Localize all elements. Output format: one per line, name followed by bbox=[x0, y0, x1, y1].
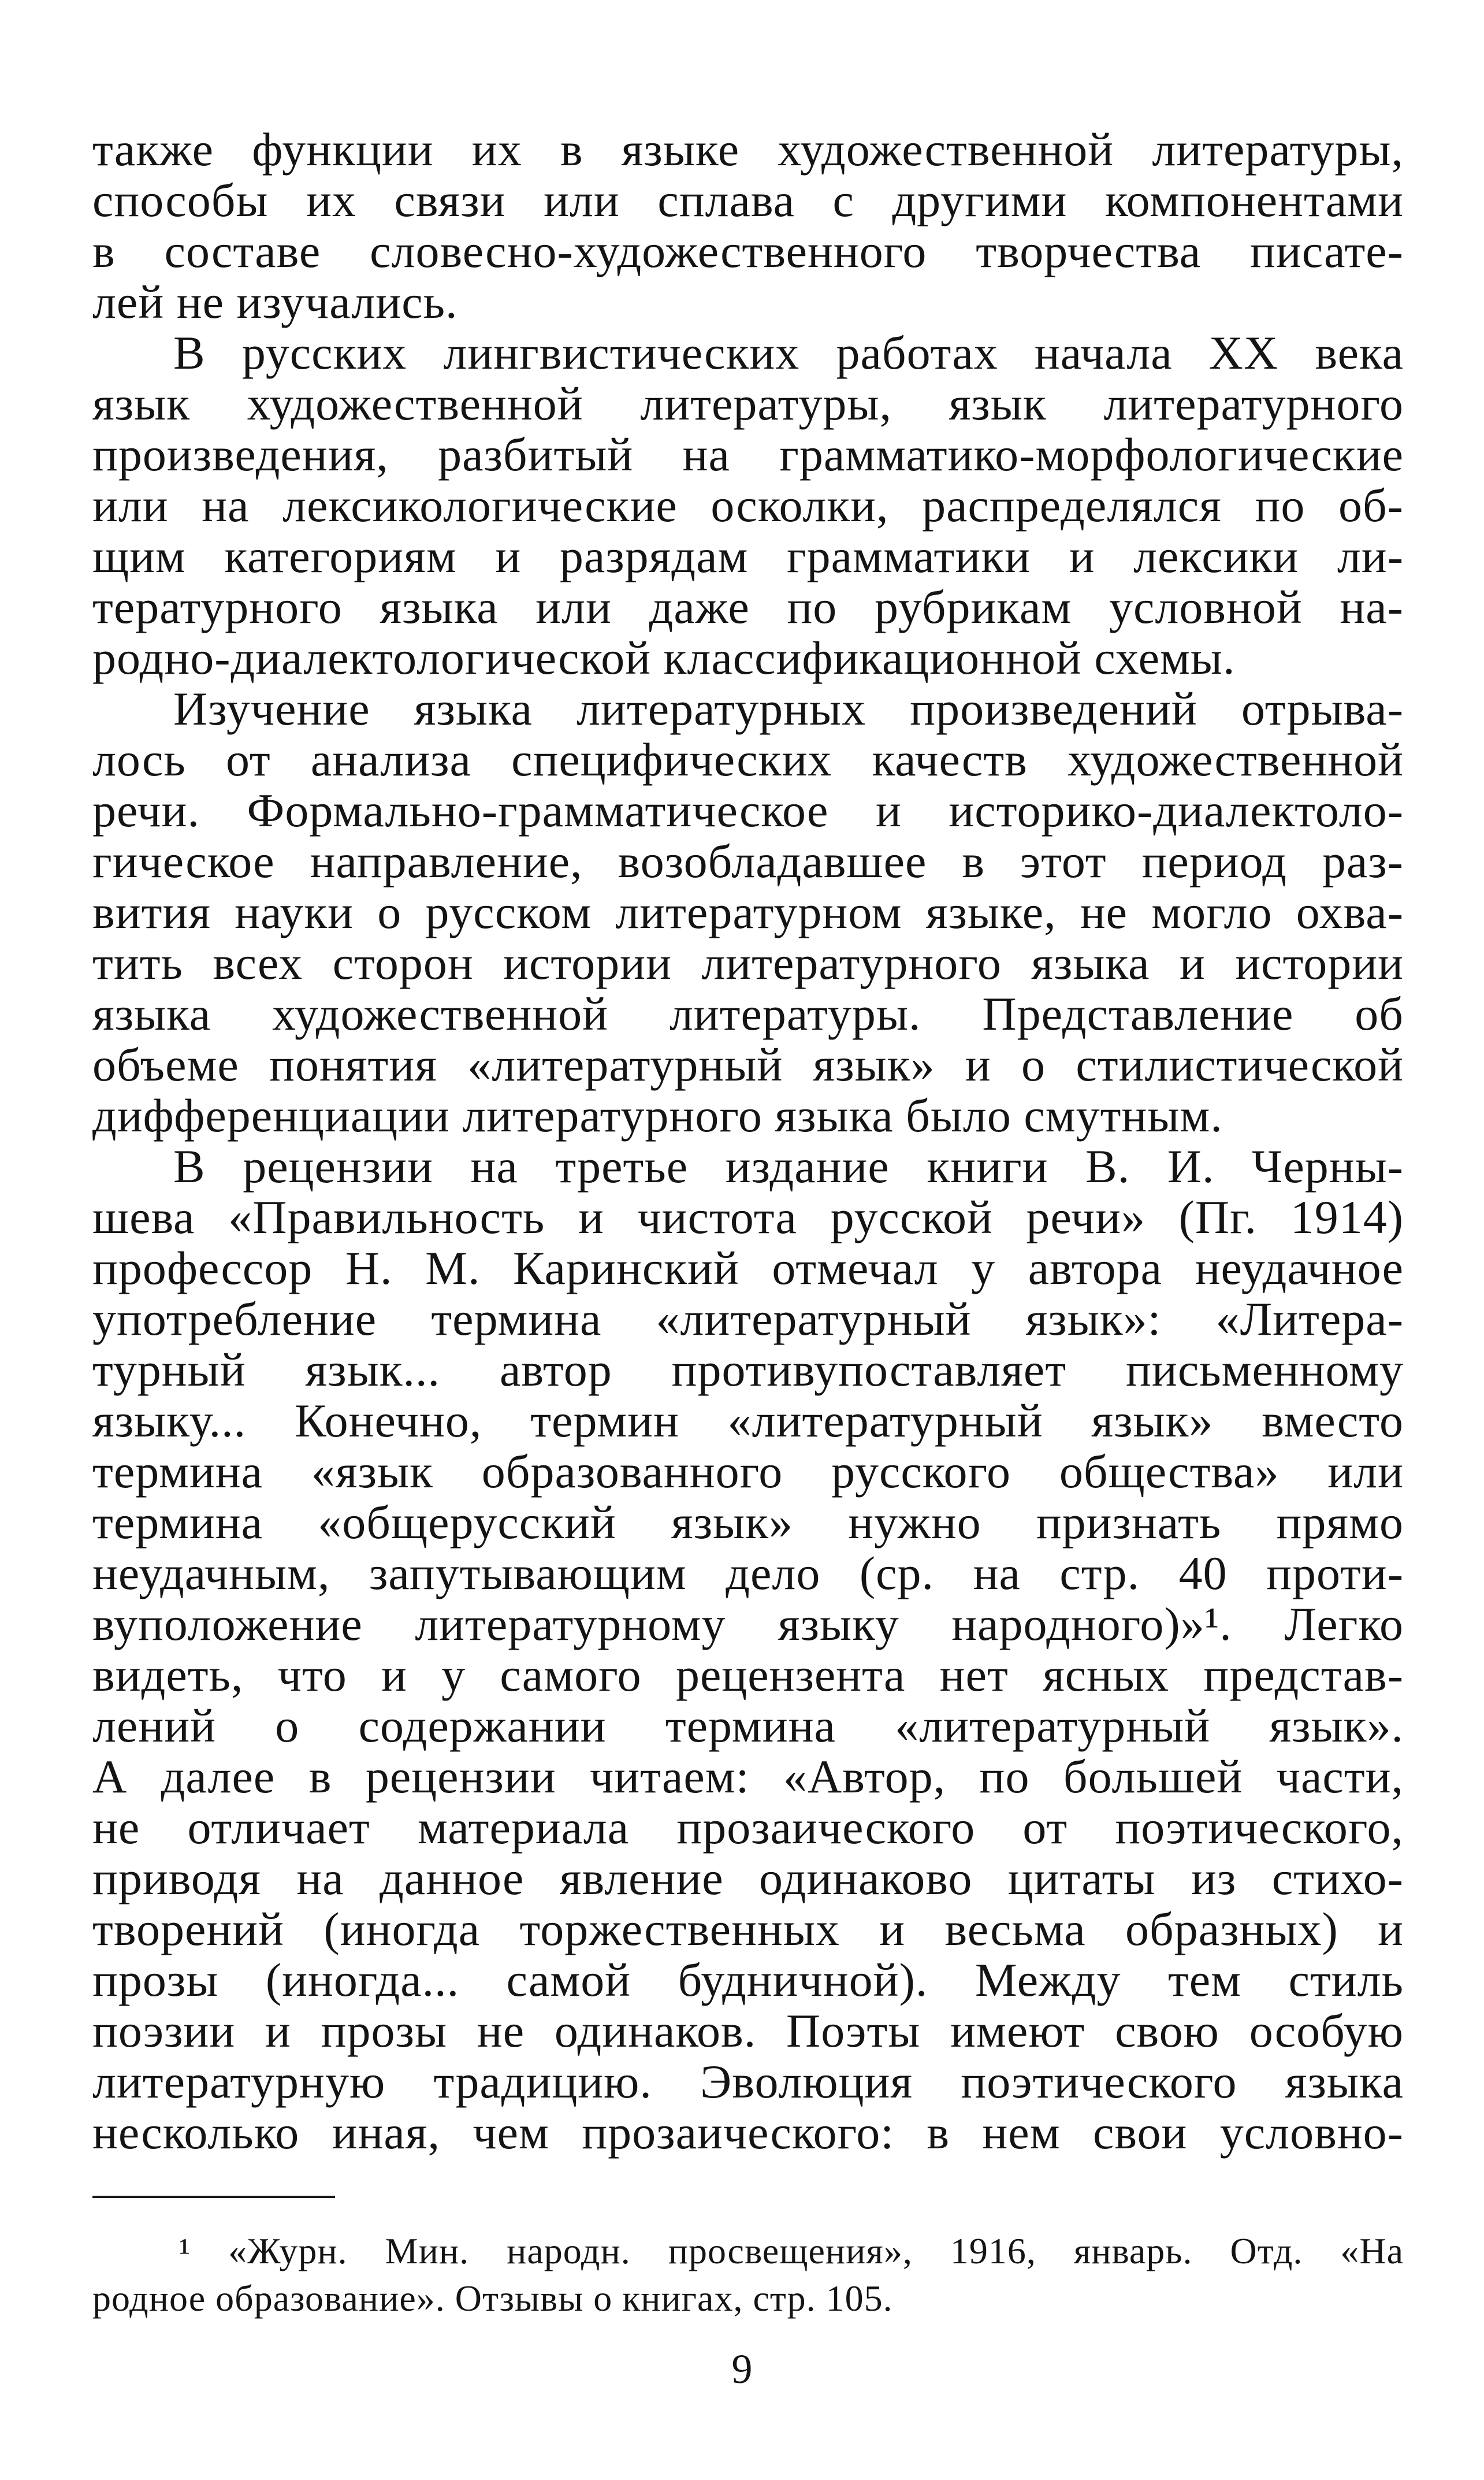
text-line: щим категориям и разрядам грамматики и лексики ли- bbox=[92, 530, 1404, 582]
text-line: языку... Конечно, термин «литературный язык» вместо bbox=[92, 1394, 1404, 1447]
text-line: вуположение литературному языку народного)»¹. Легко bbox=[92, 1598, 1404, 1650]
text-line: вития науки о русском литературном языке, не могло охва- bbox=[92, 886, 1404, 938]
text-line: лось от анализа специфических качеств художественной bbox=[92, 733, 1404, 786]
text-line: приводя на данное явление одинаково цитаты из стихо- bbox=[92, 1852, 1404, 1904]
text-line: видеть, что и у самого рецензента нет ясных представ- bbox=[92, 1649, 1404, 1701]
text-line: шева «Правильность и чистота русской речи» (Пг. 1914) bbox=[92, 1191, 1404, 1243]
text-line: лей не изучались. bbox=[92, 276, 458, 328]
text-line: Изучение языка литературных произведений отрыва- bbox=[173, 682, 1404, 735]
text-line: В русских лингвистических работах начала XX века bbox=[173, 326, 1404, 379]
text-line: прозы (иногда... самой будничной). Между тем стиль bbox=[92, 1954, 1404, 2006]
body-text bbox=[92, 124, 1404, 2158]
text-line: употребление термина «литературный язык»: «Литера- bbox=[92, 1293, 1404, 1345]
text-line: термина «общерусский язык» нужно признать прямо bbox=[92, 1496, 1404, 1549]
text-line: произведения, разбитый на грамматико-морфологические bbox=[92, 428, 1404, 481]
text-line: или на лексикологические осколки, распределялся по об- bbox=[92, 479, 1404, 532]
footnote-line: ¹ «Журн. Мин. народн. просвещения», 1916, январь. Отд. «На bbox=[179, 2230, 1404, 2271]
text-line: тературного языка или даже по рубрикам условной на- bbox=[92, 581, 1404, 633]
text-line: творений (иногда торжественных и весьма образных) и bbox=[92, 1903, 1404, 1955]
text-line: термина «язык образованного русского общества» или bbox=[92, 1445, 1404, 1498]
text-line: несколько иная, чем прозаического: в нем свои условно- bbox=[92, 2106, 1404, 2159]
text-line: не отличает материала прозаического от поэтического, bbox=[92, 1801, 1404, 1854]
footnote-divider bbox=[92, 2196, 335, 2198]
text-line: способы их связи или сплава с другими компонентами bbox=[92, 174, 1404, 227]
footnote-line: родное образование». Отзывы о книгах, стр. 105. bbox=[92, 2278, 893, 2319]
text-line: А далее в рецензии читаем: «Автор, по большей части, bbox=[92, 1750, 1404, 1803]
text-line: родно-диалектологической классификационной схемы. bbox=[92, 632, 1236, 684]
text-line: также функции их в языке художественной литературы, bbox=[92, 123, 1404, 176]
text-line: В рецензии на третье издание книги В. И. Черны- bbox=[173, 1140, 1404, 1193]
text-line: дифференциации литературного языка было смутным. bbox=[92, 1089, 1223, 1142]
text-line: турный язык... автор противупоставляет письменному bbox=[92, 1343, 1404, 1396]
text-line: профессор Н. М. Каринский отмечал у автора неудачное bbox=[92, 1242, 1404, 1294]
text-line: языка художественной литературы. Представление об bbox=[92, 987, 1404, 1040]
text-line: неудачным, запутывающим дело (ср. на стр. 40 проти- bbox=[92, 1547, 1404, 1599]
text-line: поэзии и прозы не одинаков. Поэты имеют свою особую bbox=[92, 2004, 1404, 2057]
text-line: гическое направление, возобладавшее в этот период раз- bbox=[92, 835, 1404, 888]
footnotes bbox=[92, 2227, 1404, 2322]
text-line: в составе словесно-художественного творчества писате- bbox=[92, 225, 1404, 277]
text-line: объеме понятия «литературный язык» и о стилистической bbox=[92, 1038, 1404, 1091]
page-number: 9 bbox=[731, 2346, 753, 2392]
text-line: язык художественной литературы, язык литературного bbox=[92, 377, 1404, 430]
text-line: литературную традицию. Эволюция поэтического языка bbox=[92, 2055, 1404, 2108]
text-line: тить всех сторон истории литературного языка и истории bbox=[92, 937, 1404, 989]
text-line: лений о содержании термина «литературный язык». bbox=[92, 1699, 1404, 1752]
text-line: речи. Формально-грамматическое и историко-диалектоло- bbox=[92, 784, 1404, 837]
